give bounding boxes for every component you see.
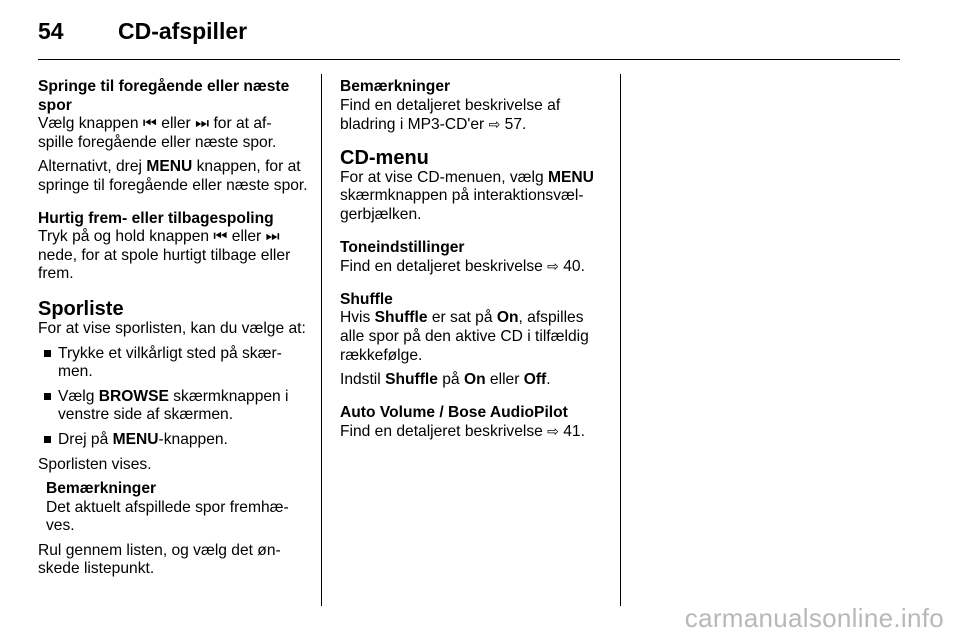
watermark: carmanualsonline.info: [684, 603, 944, 633]
paragraph: Vælg knappen ⏮ eller ⏭ for at af‐ spille foregående eller næste spor.: [38, 115, 277, 151]
paragraph: Alternativt, drej MENU knappen, for at springe til foregående eller næste spor.: [38, 158, 308, 194]
note-heading: Bemærkninger: [340, 78, 451, 95]
section-heading: Hurtig frem- eller tilbagespoling: [38, 209, 274, 227]
paragraph: Find en detaljeret beskrivelse ⇨ 40.: [340, 258, 585, 276]
paragraph: Hvis Shuffle er sat på On, afspilles alle spor på den aktive CD i tilfældig rækkefølge.: [340, 309, 589, 364]
left-column: [38, 78, 310, 579]
page-title: CD-afspiller: [118, 18, 248, 44]
bullet-icon: [44, 393, 51, 400]
paragraph: Indstil Shuffle på On eller Off.: [340, 371, 551, 389]
section-heading: CD-menu: [340, 146, 429, 169]
note-text: Find en detaljeret beskrivelse af bladring i MP3-CD'er ⇨ 57.: [340, 96, 561, 134]
column-divider: [620, 74, 621, 606]
section-heading: Shuffle: [340, 290, 393, 308]
note-text: Det aktuelt afspillede spor fremhæ‐ ves.: [46, 498, 289, 535]
list-item: Vælg BROWSE skærmknappen i venstre side af skærmen.: [38, 388, 310, 425]
reference-arrow-icon: ⇨: [547, 423, 559, 440]
reference-arrow-icon: ⇨: [488, 116, 501, 133]
skip-next-icon: ⏭: [195, 115, 210, 133]
list-item: Drej på MENU-knappen.: [38, 431, 310, 450]
column-divider: [321, 74, 322, 606]
skip-previous-icon: ⏮: [142, 115, 157, 133]
list-item: Trykke et vilkårligt sted på skær‐ men.: [38, 345, 310, 382]
section-heading: Sporliste: [38, 297, 124, 320]
paragraph: Find en detaljeret beskrivelse ⇨ 41.: [340, 423, 585, 441]
skip-previous-icon: ⏮: [213, 228, 228, 246]
paragraph: For at vise CD-menuen, vælg MENU skærmknappen på interaktionsvæl‐ gerbjælken.: [340, 168, 594, 223]
section-heading: Auto Volume / Bose AudioPilot: [340, 403, 568, 421]
right-column: [340, 78, 612, 442]
paragraph: Tryk på og hold knappen ⏮ eller ⏭ nede, for at spole hurtigt tilbage eller frem.: [38, 228, 291, 283]
bullet-icon: [44, 436, 51, 443]
note-heading: Bemærkninger: [46, 480, 157, 498]
paragraph: Sporlisten vises.: [38, 455, 152, 473]
section-heading: Springe til foregående eller næste spor: [38, 78, 290, 114]
paragraph: For at vise sporlisten, kan du vælge at:: [38, 319, 306, 337]
bullet-icon: [44, 350, 51, 357]
note-block: [38, 480, 310, 536]
page-number: 54: [38, 18, 64, 44]
reference-arrow-icon: ⇨: [547, 258, 559, 275]
paragraph: Rul gennem listen, og vælg det øn‐ skede listepunkt.: [38, 541, 281, 578]
skip-next-icon: ⏭: [265, 228, 280, 246]
header-rule: [38, 59, 900, 60]
section-heading: Toneindstillinger: [340, 238, 465, 256]
